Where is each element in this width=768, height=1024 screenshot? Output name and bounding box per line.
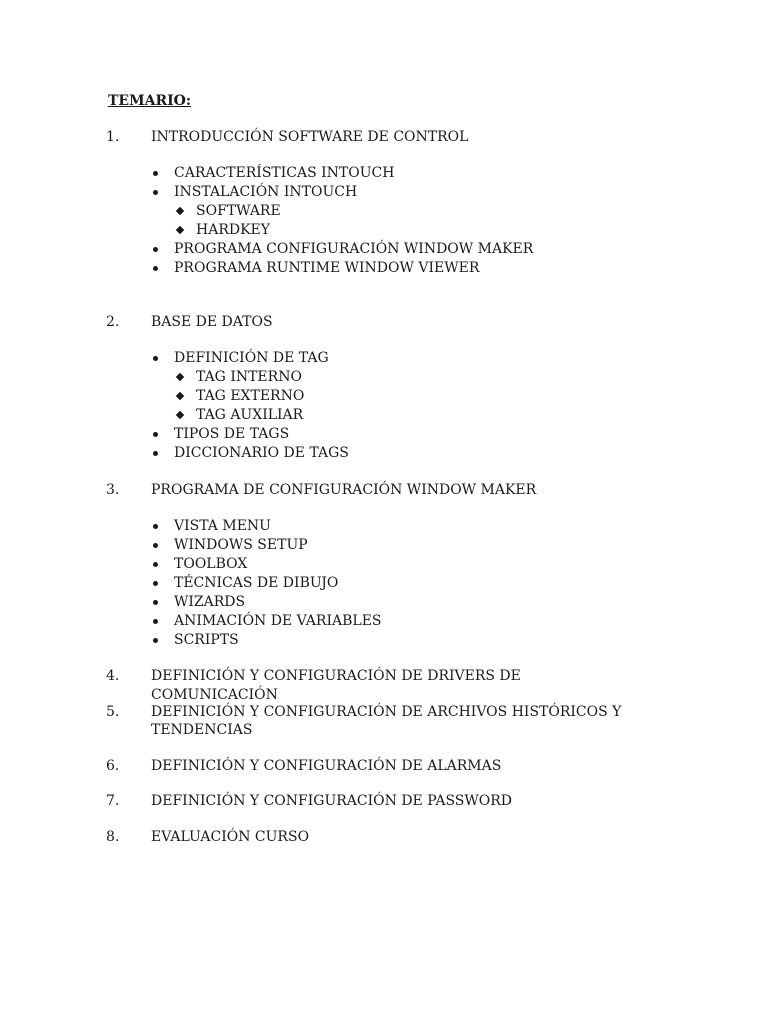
section-title: DEFINICIÓN Y CONFIGURACIÓN DE PASSWORD	[151, 793, 513, 809]
document-heading: TEMARIO:	[108, 93, 191, 109]
section-number: 1.	[106, 129, 120, 145]
diamond-bullet-item: HARDKEY	[196, 222, 271, 238]
section-number: 2.	[106, 314, 120, 330]
bullet-item: ANIMACIÓN DE VARIABLES	[174, 613, 382, 629]
bullet-item: TIPOS DE TAGS	[174, 426, 290, 442]
bullet-item: WIZARDS	[174, 594, 246, 610]
bullet-item: TOOLBOX	[174, 556, 248, 572]
bullet-item: CARACTERÍSTICAS INTOUCH	[174, 165, 395, 181]
bullet-item: WINDOWS SETUP	[174, 537, 308, 553]
section-title: DEFINICIÓN Y CONFIGURACIÓN DE DRIVERS DE COMUNICACIÓN	[151, 668, 521, 703]
section-number: 7.	[106, 793, 120, 809]
section-title: EVALUACIÓN CURSO	[151, 829, 310, 845]
bullet-item: PROGRAMA CONFIGURACIÓN WINDOW MAKER	[174, 241, 534, 257]
bullet-item: PROGRAMA RUNTIME WINDOW VIEWER	[174, 260, 480, 276]
section-number: 6.	[106, 758, 120, 774]
section-number: 3.	[106, 482, 120, 498]
bullet-item: DICCIONARIO DE TAGS	[174, 445, 349, 461]
section-number: 4.	[106, 668, 120, 684]
bullet-item: SCRIPTS	[174, 632, 239, 648]
section-title: INTRODUCCIÓN SOFTWARE DE CONTROL	[151, 129, 469, 145]
diamond-bullet-item: TAG INTERNO	[196, 369, 302, 385]
section-title: PROGRAMA DE CONFIGURACIÓN WINDOW MAKER	[151, 482, 537, 498]
bullet-item: VISTA MENU	[174, 518, 271, 534]
bullet-item: TÉCNICAS DE DIBUJO	[174, 575, 339, 591]
section-number: 5.	[106, 704, 120, 720]
diamond-bullet-item: SOFTWARE	[196, 203, 281, 219]
diamond-bullet-item: TAG AUXILIAR	[196, 407, 304, 423]
bullet-item: INSTALACIÓN INTOUCH	[174, 184, 358, 200]
section-title: DEFINICIÓN Y CONFIGURACIÓN DE ALARMAS	[151, 758, 502, 774]
section-title-continuation: TENDENCIAS	[151, 722, 253, 738]
bullet-item: DEFINICIÓN DE TAG	[174, 350, 329, 366]
section-number: 8.	[106, 829, 120, 845]
diamond-bullet-item: TAG EXTERNO	[196, 388, 305, 404]
section-title: BASE DE DATOS	[151, 314, 273, 330]
section-title: DEFINICIÓN Y CONFIGURACIÓN DE ARCHIVOS HISTÓRICOS Y	[151, 704, 622, 720]
